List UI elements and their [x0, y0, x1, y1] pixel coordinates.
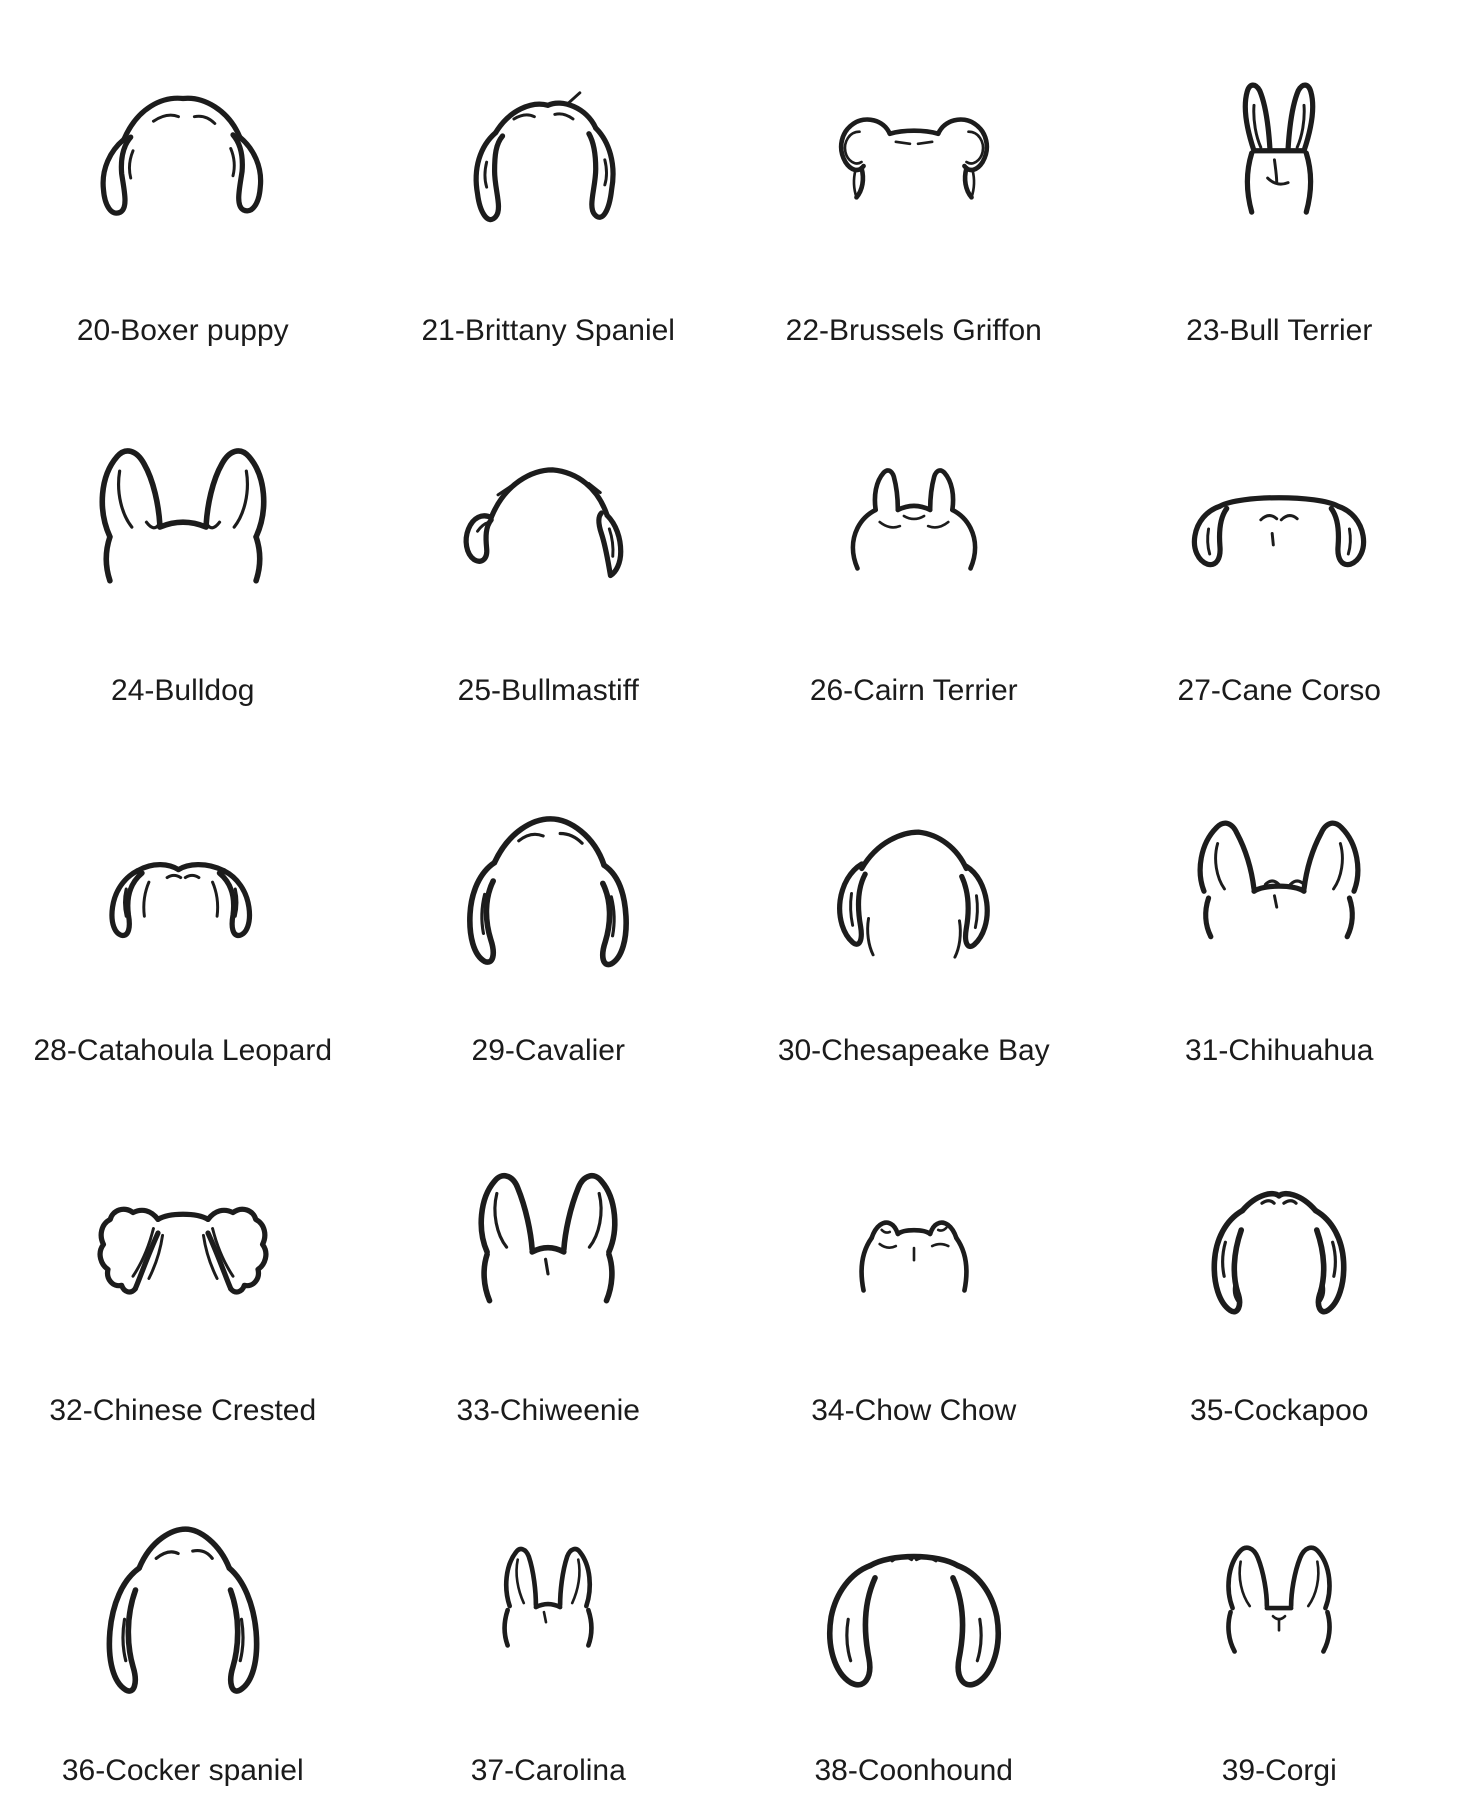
- ear-art: [0, 1080, 366, 1392]
- ear-cell-brussels-griffon: [731, 0, 1097, 360]
- ear-cell-cairn-terrier: [731, 360, 1097, 720]
- cockapoo-ear-drawing: [1145, 1127, 1413, 1355]
- breed-label: 36-Cocker spaniel: [61, 1754, 304, 1787]
- breed-label: 34-Chow Chow: [811, 1394, 1017, 1427]
- ear-cell-catahoula-leopard: [0, 720, 366, 1080]
- ear-art: [1097, 1080, 1462, 1392]
- ear-art: [1097, 1440, 1462, 1752]
- chihuahua-ear-drawing: [1154, 781, 1404, 981]
- ear-cell-corgi: [1097, 1440, 1462, 1800]
- bulldog-ear-drawing: [49, 407, 317, 635]
- ear-art: [731, 360, 1097, 672]
- breed-label: 20-Boxer puppy: [76, 314, 289, 347]
- breed-label: 32-Chinese Crested: [49, 1394, 317, 1427]
- ear-art: [0, 360, 366, 672]
- ear-art: [366, 360, 732, 672]
- coonhound-ear-drawing: [780, 1487, 1048, 1715]
- ear-cell-brittany-spaniel: [366, 0, 732, 360]
- bullmastiff-ear-drawing: [423, 421, 673, 621]
- ear-cell-chiweenie: [366, 1080, 732, 1440]
- ear-cell-chinese-crested: [0, 1080, 366, 1440]
- breed-label: 30-Chesapeake Bay: [777, 1034, 1050, 1067]
- catahoula-leopard-ear-drawing: [58, 781, 308, 981]
- cavalier-ear-drawing: [414, 767, 682, 995]
- cocker-spaniel-ear-drawing: [49, 1487, 317, 1715]
- ear-art: [366, 0, 732, 312]
- breed-label: 27-Cane Corso: [1177, 674, 1381, 707]
- breed-label: 22-Brussels Griffon: [785, 314, 1042, 347]
- ear-art: [1097, 0, 1462, 312]
- brussels-griffon-ear-drawing: [803, 73, 1025, 249]
- breed-label: 37-Carolina: [470, 1754, 626, 1787]
- ear-cell-boxer-puppy: [0, 0, 366, 360]
- ear-art: [731, 1440, 1097, 1752]
- ear-cell-bull-terrier: [1097, 0, 1462, 360]
- breed-label: 35-Cockapoo: [1190, 1394, 1369, 1427]
- ear-cell-chesapeake-bay: [731, 720, 1097, 1080]
- carolina-ear-drawing: [437, 1513, 659, 1689]
- ear-cell-cane-corso: [1097, 360, 1462, 720]
- ear-art: [0, 1440, 366, 1752]
- ear-cell-cockapoo: [1097, 1080, 1462, 1440]
- ear-cell-chow-chow: [731, 1080, 1097, 1440]
- ear-art: [366, 1080, 732, 1392]
- ear-cell-coonhound: [731, 1440, 1097, 1800]
- ear-cell-cavalier: [366, 720, 732, 1080]
- breed-label: 39-Corgi: [1221, 1754, 1337, 1787]
- ear-art: [0, 720, 366, 1032]
- breed-label: 29-Cavalier: [471, 1034, 625, 1067]
- ear-art: [731, 1080, 1097, 1392]
- ear-cell-bullmastiff: [366, 360, 732, 720]
- cane-corso-ear-drawing: [1154, 421, 1404, 621]
- breed-label: 21-Brittany Spaniel: [421, 314, 675, 347]
- breed-label: 25-Bullmastiff: [457, 674, 639, 707]
- ear-cell-cocker-spaniel: [0, 1440, 366, 1800]
- breed-label: 31-Chihuahua: [1185, 1034, 1374, 1067]
- corgi-ear-drawing: [1168, 1513, 1390, 1689]
- chow-chow-ear-drawing: [803, 1153, 1025, 1329]
- ear-cell-carolina: [366, 1440, 732, 1800]
- breed-label: 28-Catahoula Leopard: [33, 1034, 333, 1067]
- ear-cell-chihuahua: [1097, 720, 1462, 1080]
- cairn-terrier-ear-drawing: [803, 433, 1025, 609]
- breed-label: 23-Bull Terrier: [1186, 314, 1373, 347]
- breed-label: 26-Cairn Terrier: [809, 674, 1018, 707]
- chesapeake-bay-ear-drawing: [789, 781, 1039, 981]
- ear-cell-bulldog: [0, 360, 366, 720]
- ear-art: [1097, 360, 1462, 672]
- chinese-crested-ear-drawing: [58, 1141, 308, 1341]
- brittany-spaniel-ear-drawing: [423, 61, 673, 261]
- breed-label: 38-Coonhound: [814, 1754, 1013, 1787]
- ear-art: [731, 720, 1097, 1032]
- ear-art: [366, 1440, 732, 1752]
- boxer-puppy-ear-drawing: [58, 61, 308, 261]
- ear-art: [366, 720, 732, 1032]
- breed-label: 33-Chiweenie: [456, 1394, 640, 1427]
- chiweenie-ear-drawing: [414, 1127, 682, 1355]
- ear-art: [0, 0, 366, 312]
- bull-terrier-ear-drawing: [1154, 61, 1404, 261]
- breed-label: 24-Bulldog: [111, 674, 255, 707]
- ear-art: [1097, 720, 1462, 1032]
- ear-art: [731, 0, 1097, 312]
